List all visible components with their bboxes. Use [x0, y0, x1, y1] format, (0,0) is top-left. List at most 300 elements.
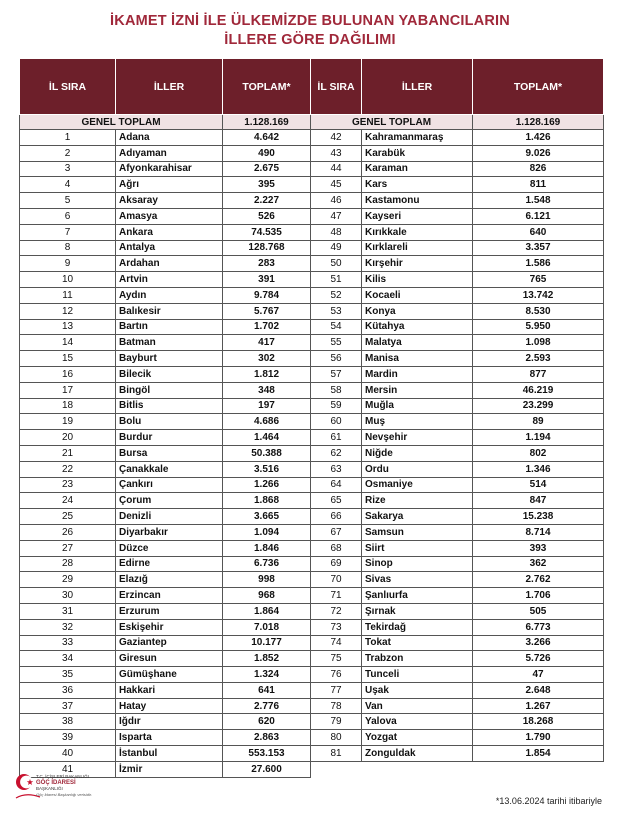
province-name-right: Muş [362, 414, 473, 430]
province-rank-right: 57 [311, 366, 362, 382]
logo-text [36, 774, 92, 798]
province-table [19, 58, 604, 778]
province-rank-right: 56 [311, 351, 362, 367]
province-total-right: 1.854 [473, 746, 604, 762]
province-total-right: 514 [473, 477, 604, 493]
province-total-right: 8.714 [473, 524, 604, 540]
grand-total-label-right: GENEL TOPLAM [311, 115, 473, 130]
province-rank-left: 27 [20, 540, 116, 556]
province-total-left: 302 [223, 351, 311, 367]
grand-total-row [20, 115, 604, 130]
province-total-left: 7.018 [223, 619, 311, 635]
province-total-right: 1.098 [473, 335, 604, 351]
province-total-left: 2.675 [223, 161, 311, 177]
header-no-left: İL SIRA [20, 59, 116, 115]
province-rank-right: 51 [311, 272, 362, 288]
province-total-left: 50.388 [223, 445, 311, 461]
province-rank-left: 32 [20, 619, 116, 635]
province-rank-right: 76 [311, 667, 362, 683]
province-rank-left: 11 [20, 287, 116, 303]
province-name-left: Amasya [116, 208, 223, 224]
province-name-left: Bayburt [116, 351, 223, 367]
table-row [20, 540, 604, 556]
table-row [20, 619, 604, 635]
province-name-left: İstanbul [116, 746, 223, 762]
province-name-right: Kahramanmaraş [362, 130, 473, 146]
table-row [20, 224, 604, 240]
empty-cell [311, 761, 604, 777]
province-total-right: 5.950 [473, 319, 604, 335]
table-row [20, 398, 604, 414]
province-name-right: Malatya [362, 335, 473, 351]
province-name-left: Çorum [116, 493, 223, 509]
province-total-left: 1.868 [223, 493, 311, 509]
province-rank-left: 33 [20, 635, 116, 651]
table-row [20, 319, 604, 335]
table-row [20, 351, 604, 367]
province-rank-left: 1 [20, 130, 116, 146]
province-rank-right: 61 [311, 430, 362, 446]
table-row [20, 335, 604, 351]
province-rank-right: 53 [311, 303, 362, 319]
province-total-left: 5.767 [223, 303, 311, 319]
province-total-left: 998 [223, 572, 311, 588]
province-rank-right: 54 [311, 319, 362, 335]
province-rank-right: 42 [311, 130, 362, 146]
province-name-left: Afyonkarahisar [116, 161, 223, 177]
province-name-left: Antalya [116, 240, 223, 256]
province-rank-left: 20 [20, 430, 116, 446]
province-name-right: Siirt [362, 540, 473, 556]
province-total-left: 1.324 [223, 667, 311, 683]
province-total-right: 811 [473, 177, 604, 193]
province-name-right: Kastamonu [362, 193, 473, 209]
province-name-left: Iğdır [116, 714, 223, 730]
province-name-right: Uşak [362, 682, 473, 698]
province-name-right: Zonguldak [362, 746, 473, 762]
province-rank-right: 77 [311, 682, 362, 698]
province-name-right: Osmaniye [362, 477, 473, 493]
province-total-left: 6.736 [223, 556, 311, 572]
province-rank-left: 41 [20, 761, 116, 777]
province-total-left: 348 [223, 382, 311, 398]
grand-total-label-left: GENEL TOPLAM [20, 115, 223, 130]
province-name-left: Burdur [116, 430, 223, 446]
province-name-right: Tokat [362, 635, 473, 651]
province-total-right: 765 [473, 272, 604, 288]
table-row [20, 493, 604, 509]
logo-line-3: BAŞKANLIĞI [36, 786, 63, 791]
province-name-right: Mersin [362, 382, 473, 398]
province-total-left: 283 [223, 256, 311, 272]
province-total-left: 526 [223, 208, 311, 224]
province-rank-left: 9 [20, 256, 116, 272]
province-name-left: Erzurum [116, 603, 223, 619]
province-name-left: Giresun [116, 651, 223, 667]
province-rank-left: 21 [20, 445, 116, 461]
province-name-left: İzmir [116, 761, 223, 777]
table-row [20, 430, 604, 446]
province-name-right: Sakarya [362, 509, 473, 525]
province-total-right: 3.266 [473, 635, 604, 651]
province-rank-right: 62 [311, 445, 362, 461]
province-name-left: Eskişehir [116, 619, 223, 635]
province-name-left: Aksaray [116, 193, 223, 209]
header-name-right: İLLER [362, 59, 473, 115]
table-row [20, 145, 604, 161]
province-name-left: Bitlis [116, 398, 223, 414]
table-row [20, 461, 604, 477]
province-rank-left: 36 [20, 682, 116, 698]
province-rank-left: 26 [20, 524, 116, 540]
province-total-left: 2.227 [223, 193, 311, 209]
province-total-left: 3.665 [223, 509, 311, 525]
grand-total-value-left: 1.128.169 [223, 115, 311, 130]
province-rank-right: 80 [311, 730, 362, 746]
province-name-right: Şırnak [362, 603, 473, 619]
province-name-left: Denizli [116, 509, 223, 525]
province-name-right: Yalova [362, 714, 473, 730]
province-total-right: 505 [473, 603, 604, 619]
province-name-left: Bursa [116, 445, 223, 461]
province-name-right: Kayseri [362, 208, 473, 224]
province-rank-right: 74 [311, 635, 362, 651]
province-total-right: 6.773 [473, 619, 604, 635]
province-name-right: Şanlıurfa [362, 588, 473, 604]
province-rank-right: 67 [311, 524, 362, 540]
province-total-right: 23.299 [473, 398, 604, 414]
table-row [20, 635, 604, 651]
province-total-right: 9.026 [473, 145, 604, 161]
province-total-left: 968 [223, 588, 311, 604]
province-total-left: 641 [223, 682, 311, 698]
province-name-left: Bolu [116, 414, 223, 430]
province-name-right: Kırşehir [362, 256, 473, 272]
province-rank-right: 50 [311, 256, 362, 272]
province-rank-left: 4 [20, 177, 116, 193]
province-total-left: 2.863 [223, 730, 311, 746]
province-total-left: 620 [223, 714, 311, 730]
title-line-2: İLLERE GÖRE DAĞILIMI [224, 32, 396, 48]
table-row [20, 382, 604, 398]
table-row [20, 161, 604, 177]
province-rank-left: 12 [20, 303, 116, 319]
province-name-left: Elazığ [116, 572, 223, 588]
table-row [20, 414, 604, 430]
table-row [20, 714, 604, 730]
province-rank-left: 31 [20, 603, 116, 619]
table-row [20, 524, 604, 540]
province-name-left: Diyarbakır [116, 524, 223, 540]
province-rank-left: 22 [20, 461, 116, 477]
province-name-right: Sivas [362, 572, 473, 588]
table-row [20, 240, 604, 256]
province-name-left: Çanakkale [116, 461, 223, 477]
province-name-left: Bartın [116, 319, 223, 335]
province-name-left: Düzce [116, 540, 223, 556]
province-total-right: 802 [473, 445, 604, 461]
province-total-right: 393 [473, 540, 604, 556]
province-total-right: 2.648 [473, 682, 604, 698]
table-row [20, 366, 604, 382]
province-total-right: 1.346 [473, 461, 604, 477]
province-name-right: Kocaeli [362, 287, 473, 303]
province-rank-left: 15 [20, 351, 116, 367]
province-rank-right: 55 [311, 335, 362, 351]
title-line-1: İKAMET İZNİ İLE ÜLKEMİZDE BULUNAN YABANCILARIN [110, 13, 510, 29]
table-row [20, 588, 604, 604]
province-name-left: Ardahan [116, 256, 223, 272]
province-total-left: 1.812 [223, 366, 311, 382]
table-row [20, 303, 604, 319]
province-name-right: Kütahya [362, 319, 473, 335]
province-total-left: 391 [223, 272, 311, 288]
table-row [20, 746, 604, 762]
table-row [20, 477, 604, 493]
province-name-left: Adana [116, 130, 223, 146]
province-rank-right: 63 [311, 461, 362, 477]
province-total-right: 1.548 [473, 193, 604, 209]
province-total-right: 640 [473, 224, 604, 240]
province-name-left: Ankara [116, 224, 223, 240]
province-name-right: Yozgat [362, 730, 473, 746]
province-rank-right: 59 [311, 398, 362, 414]
province-total-right: 1.790 [473, 730, 604, 746]
province-rank-right: 52 [311, 287, 362, 303]
province-rank-left: 29 [20, 572, 116, 588]
province-total-right: 15.238 [473, 509, 604, 525]
table-row [20, 177, 604, 193]
table-row [20, 556, 604, 572]
province-total-right: 362 [473, 556, 604, 572]
province-total-right: 1.267 [473, 698, 604, 714]
province-total-left: 74.535 [223, 224, 311, 240]
province-rank-left: 2 [20, 145, 116, 161]
province-name-left: Erzincan [116, 588, 223, 604]
province-total-left: 2.776 [223, 698, 311, 714]
header-total-right: TOPLAM* [473, 59, 604, 115]
province-total-left: 128.768 [223, 240, 311, 256]
table-row [20, 193, 604, 209]
province-name-right: Karaman [362, 161, 473, 177]
province-rank-right: 65 [311, 493, 362, 509]
province-rank-right: 70 [311, 572, 362, 588]
province-total-left: 1.702 [223, 319, 311, 335]
province-rank-right: 46 [311, 193, 362, 209]
province-rank-right: 58 [311, 382, 362, 398]
logo-slogan: Göç İdaresi Başkanlığı verisidir. [36, 792, 93, 797]
province-rank-right: 69 [311, 556, 362, 572]
table-row [20, 272, 604, 288]
province-total-right: 3.357 [473, 240, 604, 256]
province-total-left: 553.153 [223, 746, 311, 762]
province-rank-left: 17 [20, 382, 116, 398]
province-name-right: Kırıkkale [362, 224, 473, 240]
province-rank-left: 10 [20, 272, 116, 288]
province-name-right: Konya [362, 303, 473, 319]
province-name-right: Trabzon [362, 651, 473, 667]
province-rank-left: 24 [20, 493, 116, 509]
table-row [20, 287, 604, 303]
province-total-right: 1.426 [473, 130, 604, 146]
province-name-left: Aydın [116, 287, 223, 303]
province-total-left: 490 [223, 145, 311, 161]
province-total-left: 1.266 [223, 477, 311, 493]
province-name-right: Niğde [362, 445, 473, 461]
table-body [20, 115, 604, 778]
province-name-right: Rize [362, 493, 473, 509]
province-rank-right: 68 [311, 540, 362, 556]
table-row [20, 667, 604, 683]
province-total-left: 1.094 [223, 524, 311, 540]
province-rank-left: 34 [20, 651, 116, 667]
province-rank-right: 45 [311, 177, 362, 193]
province-name-left: Gümüşhane [116, 667, 223, 683]
province-name-right: Nevşehir [362, 430, 473, 446]
province-total-right: 8.530 [473, 303, 604, 319]
province-name-left: Hatay [116, 698, 223, 714]
province-total-left: 197 [223, 398, 311, 414]
province-rank-right: 72 [311, 603, 362, 619]
table-row [20, 761, 604, 777]
table-row [20, 208, 604, 224]
province-total-left: 1.864 [223, 603, 311, 619]
province-rank-left: 16 [20, 366, 116, 382]
province-total-left: 27.600 [223, 761, 311, 777]
province-name-right: Tunceli [362, 667, 473, 683]
province-rank-left: 30 [20, 588, 116, 604]
grand-total-value-right: 1.128.169 [473, 115, 604, 130]
table-header-row [20, 59, 604, 115]
province-name-left: Balıkesir [116, 303, 223, 319]
province-rank-left: 37 [20, 698, 116, 714]
table-row [20, 509, 604, 525]
province-rank-left: 40 [20, 746, 116, 762]
province-total-right: 46.219 [473, 382, 604, 398]
province-rank-right: 47 [311, 208, 362, 224]
province-name-right: Muğla [362, 398, 473, 414]
province-total-right: 877 [473, 366, 604, 382]
province-total-right: 18.268 [473, 714, 604, 730]
province-name-right: Kilis [362, 272, 473, 288]
header-name-left: İLLER [116, 59, 223, 115]
province-rank-right: 64 [311, 477, 362, 493]
province-rank-left: 38 [20, 714, 116, 730]
province-total-right: 1.706 [473, 588, 604, 604]
province-total-left: 1.852 [223, 651, 311, 667]
province-rank-left: 39 [20, 730, 116, 746]
province-rank-right: 73 [311, 619, 362, 635]
page-title [0, 12, 620, 50]
province-rank-left: 7 [20, 224, 116, 240]
footnote: *13.06.2024 tarihi itibariyle [495, 796, 602, 806]
province-rank-left: 25 [20, 509, 116, 525]
province-rank-right: 81 [311, 746, 362, 762]
province-rank-left: 35 [20, 667, 116, 683]
province-name-left: Batman [116, 335, 223, 351]
province-name-left: Ağrı [116, 177, 223, 193]
province-rank-left: 5 [20, 193, 116, 209]
province-rank-left: 14 [20, 335, 116, 351]
province-name-left: Bingöl [116, 382, 223, 398]
province-rank-right: 78 [311, 698, 362, 714]
province-rank-right: 71 [311, 588, 362, 604]
province-rank-right: 48 [311, 224, 362, 240]
province-rank-right: 60 [311, 414, 362, 430]
province-rank-right: 66 [311, 509, 362, 525]
province-rank-left: 28 [20, 556, 116, 572]
table-row [20, 256, 604, 272]
table-row [20, 445, 604, 461]
logo-line-2: GÖÇ İDARESİ [36, 780, 76, 786]
province-rank-right: 43 [311, 145, 362, 161]
province-rank-right: 79 [311, 714, 362, 730]
province-name-right: Manisa [362, 351, 473, 367]
province-name-left: Isparta [116, 730, 223, 746]
province-name-left: Gaziantep [116, 635, 223, 651]
table-row [20, 682, 604, 698]
province-rank-left: 23 [20, 477, 116, 493]
province-name-right: Karabük [362, 145, 473, 161]
province-name-left: Hakkari [116, 682, 223, 698]
province-total-left: 1.846 [223, 540, 311, 556]
province-total-right: 2.593 [473, 351, 604, 367]
province-total-left: 395 [223, 177, 311, 193]
province-rank-left: 19 [20, 414, 116, 430]
table-row [20, 698, 604, 714]
province-total-right: 826 [473, 161, 604, 177]
province-total-right: 1.586 [473, 256, 604, 272]
province-name-right: Mardin [362, 366, 473, 382]
province-rank-left: 8 [20, 240, 116, 256]
province-total-left: 10.177 [223, 635, 311, 651]
table-row [20, 572, 604, 588]
province-name-left: Artvin [116, 272, 223, 288]
province-total-right: 47 [473, 667, 604, 683]
header-no-right: İL SIRA [311, 59, 362, 115]
table-row [20, 130, 604, 146]
province-total-right: 1.194 [473, 430, 604, 446]
province-rank-right: 44 [311, 161, 362, 177]
province-total-left: 4.642 [223, 130, 311, 146]
table-row [20, 651, 604, 667]
logo-line-1: T.C. İÇİŞLERİ BAKANLIĞI [36, 774, 90, 779]
province-total-left: 4.686 [223, 414, 311, 430]
province-name-right: Ordu [362, 461, 473, 477]
province-rank-right: 49 [311, 240, 362, 256]
province-total-right: 6.121 [473, 208, 604, 224]
province-name-left: Bilecik [116, 366, 223, 382]
province-total-left: 9.784 [223, 287, 311, 303]
province-total-right: 5.726 [473, 651, 604, 667]
province-rank-left: 3 [20, 161, 116, 177]
province-rank-left: 6 [20, 208, 116, 224]
table-row [20, 730, 604, 746]
province-total-right: 2.762 [473, 572, 604, 588]
province-total-left: 3.516 [223, 461, 311, 477]
province-total-left: 1.464 [223, 430, 311, 446]
province-name-right: Samsun [362, 524, 473, 540]
province-name-left: Adıyaman [116, 145, 223, 161]
province-total-left: 417 [223, 335, 311, 351]
header-total-left: TOPLAM* [223, 59, 311, 115]
province-rank-left: 18 [20, 398, 116, 414]
table-row [20, 603, 604, 619]
province-name-right: Tekirdağ [362, 619, 473, 635]
province-name-right: Kars [362, 177, 473, 193]
province-rank-left: 13 [20, 319, 116, 335]
province-rank-right: 75 [311, 651, 362, 667]
